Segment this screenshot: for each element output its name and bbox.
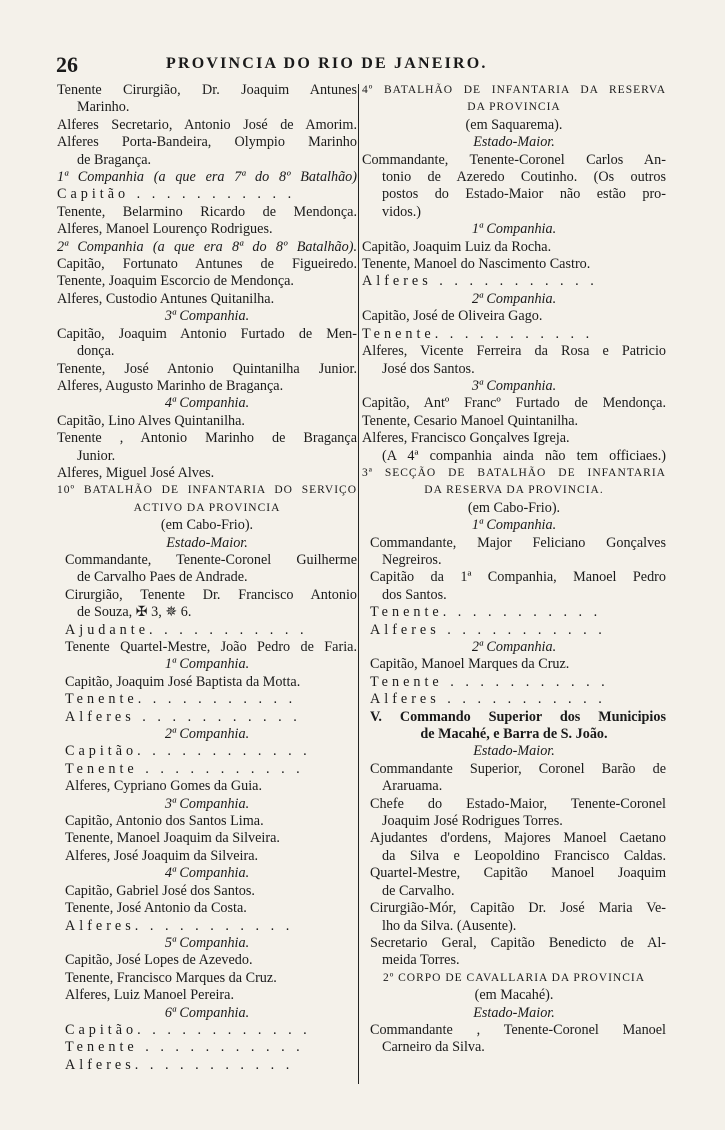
left-column-line: 10º BATALHÃO DE INFANTARIA DO SERVIÇO [57,484,357,497]
left-column-line: Capitão, Joaquim Antonio Furtado de Men- [57,325,357,342]
right-column-line: Araruama. [382,778,443,795]
right-column-line: Estado-Maior. [473,1004,555,1021]
left-column-line: Tenente, Belarmino Ricardo de Mendonça. [57,203,357,220]
right-column-line: Chefe do Estado-Maior, Tenente-Coronel [370,795,666,812]
left-column-line: 2ª Companhia. [164,726,250,743]
right-column-line: Quartel-Mestre, Capitão Manoel Joaquim [370,865,666,882]
left-column-line: (em Cabo-Frio). [160,517,254,534]
left-column-line: Alferes, Custodio Antunes Quitanilha. [57,290,275,307]
right-column-line: Estado-Maior. [473,134,555,151]
left-column-line: Alferes, Augusto Marinho de Bragança. [57,377,284,394]
left-column-line: Capitão. . . . . . . . . . . . [65,743,311,760]
left-column-line: Tenente Quartel-Mestre, João Pedro de Faria. [65,639,357,655]
right-column-line: José dos Santos. [382,360,475,377]
left-column-line: Tenente, José Antonio da Costa. [65,900,247,917]
left-column-line: de Bragança. [77,151,152,168]
left-column-line: 6ª Companhia. [164,1004,250,1021]
left-column-line: 5ª Companhia. [164,934,250,951]
right-column-line: Negreiros. [382,551,442,568]
right-column-line: Carneiro da Silva. [382,1039,485,1056]
right-column-line: 3ª SECÇÃO DE BATALHÃO DE INFANTARIA [362,466,666,479]
right-column-line: Tenente. . . . . . . . . . . [362,325,594,342]
right-column-line: Tenente, Cesario Manoel Quintanilha. [362,412,579,429]
right-column-line: Capitão da 1ª Companhia, Manoel Pedro [370,569,666,586]
left-column-line: Alferes. . . . . . . . . . . [65,1056,294,1073]
right-column-line: de Carvalho. [382,882,455,899]
right-column-line: lho da Silva. (Ausente). [382,917,517,934]
right-column-line: 2ª Companhia. [471,290,557,307]
page-header [56,52,656,78]
right-column-line: 2ª Companhia. [471,639,557,655]
right-column-line: Joaquim José Rodrigues Torres. [382,813,563,830]
right-column-line: (em Saquarema). [465,116,563,133]
left-column-line: Tenente, Francisco Marques da Cruz. [65,969,277,986]
right-column-line: Commandante , Tenente-Coronel Manoel [370,1021,666,1038]
left-column-line: Alferes, Manoel Lourenço Rodrigues. [57,221,273,238]
left-column-line: Commandante, Tenente-Coronel Guilherme [65,551,357,568]
right-column-line: Alferes, Francisco Gonçalves Igreja. [362,430,570,447]
right-column [362,82,666,1057]
right-column-line: postos do Estado-Maior não estão pro- [382,186,666,203]
right-column-line: 1ª Companhia. [471,517,557,534]
right-column-line: meida Torres. [382,952,460,969]
right-column-line: 2º CORPO DE CAVALLARIA DA PROVINCIA [382,971,646,984]
left-column-line: Capitão, Lino Alves Quintanilha. [57,412,245,429]
right-column-line: Cirurgião-Mór, Capitão Dr. José Maria Ve- [370,900,666,917]
right-column-line: Capitão, Joaquim Luiz da Rocha. [362,238,552,255]
left-column-line: Alferes . . . . . . . . . . . [65,708,301,725]
right-column-line: da Silva e Leopoldino Francisco Caldas. [382,847,666,864]
left-column-line: Tenente, Manoel Joaquim da Silveira. [65,830,280,847]
right-column-line: Secretario Geral, Capitão Benedicto de Al- [370,934,666,951]
right-column-line: tonio de Azeredo Coutinho. (Os outros [382,169,666,186]
right-column-line: DA RESERVA DA PROVINCIA. [424,484,604,497]
right-column-line: (A 4ª companhia ainda não tem officiaes.) [382,447,666,464]
left-column-line: 4ª Companhia. [164,395,250,412]
left-column-line: de Souza, ✠ 3, ✵ 6. [77,604,192,621]
left-column-line: Tenente, Joaquim Escorcio de Mendonça. [57,273,294,290]
left-column-line: Capitão, Joaquim José Baptista da Motta. [65,673,301,690]
left-column-line: 2ª Companhia (a que era 8ª do 8º Batalhão). [57,238,357,255]
right-column-line: vidos.) [382,203,422,220]
left-column-line: Marinho. [77,99,130,116]
left-column-line: Tenente , Antonio Marinho de Bragança [57,430,357,447]
page-title: PROVINCIA DO RIO DE JANEIRO. [166,55,488,72]
left-column-line: Ajudante. . . . . . . . . . . [65,621,308,638]
right-column-line: Tenente, Manoel do Nascimento Castro. [362,256,591,273]
right-column-line: Alferes . . . . . . . . . . . [370,691,606,708]
right-column-line: Capitão, José de Oliveira Gago. [362,308,543,325]
left-column-line: Tenente, José Antonio Quintanilha Junior. [57,360,357,377]
left-column-line: Alferes, José Joaquim da Silveira. [65,847,259,864]
left-column-line: Capitão, Fortunato Antunes de Figueiredo. [57,256,357,273]
left-column-line: Alferes Porta-Bandeira, Olympio Marinho [57,134,357,151]
left-column-line: 4ª Companhia. [164,865,250,882]
left-column-line: 1ª Companhia. [164,656,250,673]
right-column-line: DA PROVINCIA [467,101,561,114]
right-column-line: de Macahé, e Barra de S. João. [420,726,608,743]
left-column-line: Estado-Maior. [166,534,248,551]
right-column-line: Estado-Maior. [473,743,555,760]
page-number: 26 [56,52,78,77]
right-column-line: Commandante Superior, Coronel Barão de [370,760,666,777]
left-column-line: Tenente. . . . . . . . . . . [65,691,297,708]
right-column-line: V. Commando Superior dos Municipios [370,708,666,725]
right-column-line: dos Santos. [382,586,447,603]
left-column-line: Alferes, Miguel José Alves. [57,464,215,481]
left-column-line: 3ª Companhia. [164,308,250,325]
left-column-line: Tenente . . . . . . . . . . . [65,760,304,777]
right-column-line: (em Macahé). [474,987,554,1004]
right-column-line: Ajudantes d'ordens, Majores Manoel Caetano [370,830,666,847]
right-column-line: Capitão, Manoel Marques da Cruz. [370,656,570,673]
left-column-line: Capitão . . . . . . . . . . . [57,186,296,203]
right-column-line: Alferes . . . . . . . . . . . [370,621,606,638]
left-column [57,82,357,1074]
left-column-line: Capitão, Gabriel José dos Santos. [65,882,255,899]
right-column-line: Tenente. . . . . . . . . . . [370,604,602,621]
right-column-line: 4º BATALHÃO DE INFANTARIA DA RESERVA [362,84,666,96]
left-column-line: Tenente . . . . . . . . . . . [65,1039,304,1056]
left-column-line: ACTIVO DA PROVINCIA [133,501,281,514]
left-column-line: Alferes, Luiz Manoel Pereira. [65,987,234,1004]
right-column-line: 3ª Companhia. [471,377,557,394]
right-column-line: Tenente . . . . . . . . . . . [370,673,609,690]
right-column-line: Alferes, Vicente Ferreira da Rosa e Patricio [362,343,666,360]
left-column-line: Capitão, Antonio dos Santos Lima. [65,813,264,830]
left-column-line: donça. [77,343,115,360]
left-column-line: Tenente Cirurgião, Dr. Joaquim Antunes [57,82,357,98]
right-column-line: 1ª Companhia. [471,221,557,238]
column-divider [358,84,359,1084]
left-column-line: Capitão, José Lopes de Azevedo. [65,952,253,969]
left-column-line: Capitão. . . . . . . . . . . . [65,1021,311,1038]
right-column-line: (em Cabo-Frio). [467,499,561,516]
left-column-line: Cirurgião, Tenente Dr. Francisco Antonio [65,586,357,603]
left-column-line: de Carvalho Paes de Andrade. [77,569,248,586]
right-column-line: Alferes . . . . . . . . . . . [362,273,598,290]
left-column-line: 1ª Companhia (a que era 7ª do 8º Batalhão) [57,169,357,186]
left-column-line: Alferes, Cypriano Gomes da Guia. [65,778,262,795]
left-column-line: Junior. [77,447,116,464]
right-column-line: Capitão, Antº Francº Furtado de Mendonça. [362,395,666,412]
right-column-line: Commandante, Major Feliciano Gonçalves [370,534,666,551]
right-column-line: Commandante, Tenente-Coronel Carlos An- [362,151,666,168]
left-column-line: 3ª Companhia. [164,795,250,812]
left-column-line: Alferes Secretario, Antonio José de Amorim. [57,116,357,133]
left-column-line: Alferes. . . . . . . . . . . [65,917,294,934]
